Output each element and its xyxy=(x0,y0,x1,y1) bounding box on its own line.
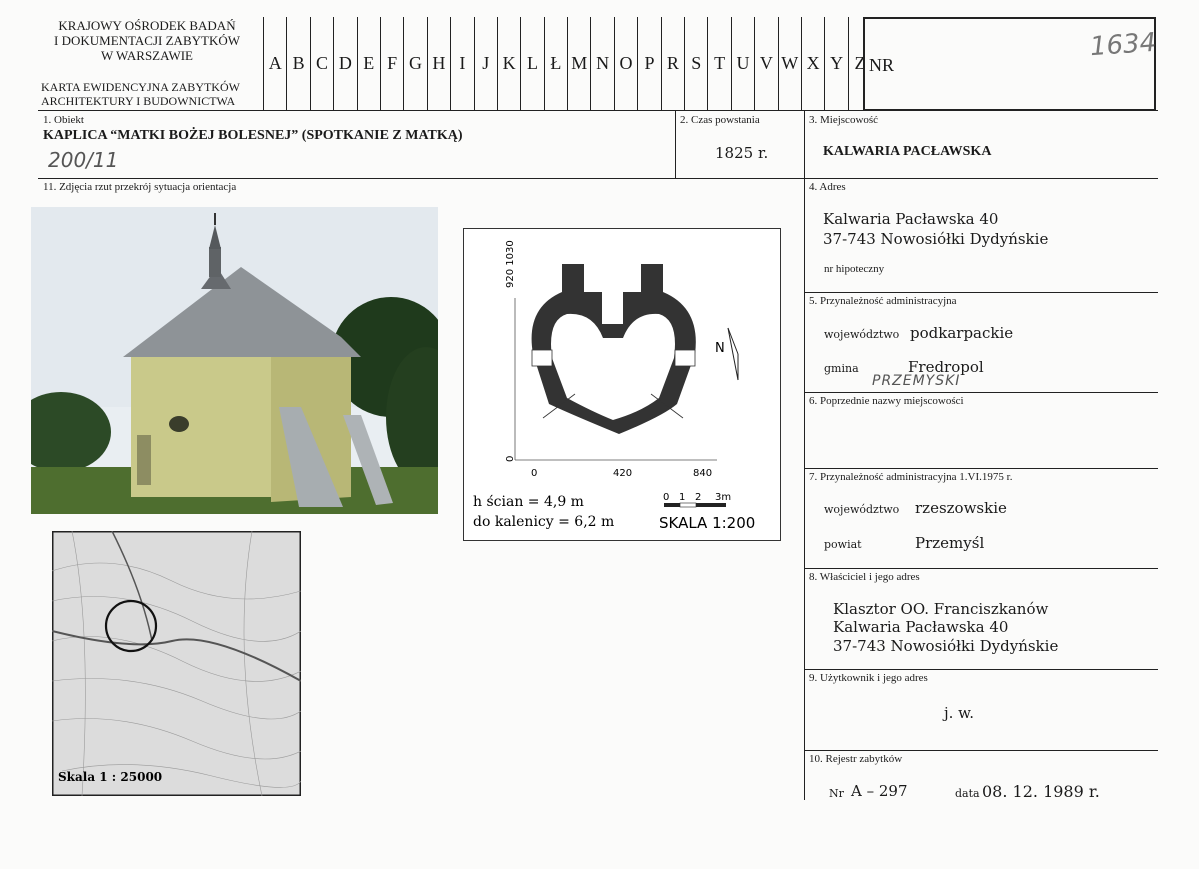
letter-index-cell: V xyxy=(754,17,777,110)
letter-index-cell: K xyxy=(497,17,520,110)
plan-north: N xyxy=(715,341,725,356)
county-value: Przemyśl xyxy=(915,534,985,552)
letter-index-cell: Ł xyxy=(544,17,567,110)
letter-index-cell: Y xyxy=(824,17,847,110)
letter-index-cell: G xyxy=(403,17,426,110)
owner-line1: Klasztor OO. Franciszkanów xyxy=(833,600,1049,618)
mortgage-label: nr hipoteczny xyxy=(824,263,885,275)
registry-date-value: 08. 12. 1989 r. xyxy=(982,782,1100,801)
letter-index-cell: R xyxy=(661,17,684,110)
address-label: 4. Adres xyxy=(809,181,846,193)
plan-ridge: do kalenicy = 6,2 m xyxy=(473,514,615,530)
address-line2: 37-743 Nowosiółki Dydyńskie xyxy=(823,230,1049,248)
letter-index-cell: W xyxy=(778,17,801,110)
registry-nr-label: Nr xyxy=(829,787,844,800)
admin-label: 5. Przynależność administracyjna xyxy=(809,295,957,307)
letter-index-cell: U xyxy=(731,17,754,110)
map-scale: Skala 1 : 25000 xyxy=(58,770,163,784)
creation-label: 2. Czas powstania xyxy=(680,114,760,126)
letter-index-cell: N xyxy=(590,17,613,110)
plan-x-tick: 0 xyxy=(531,468,538,479)
letter-index-cell: M xyxy=(567,17,590,110)
letter-index-cell: B xyxy=(286,17,309,110)
county-label: powiat xyxy=(824,538,862,551)
letter-index-cell: Z xyxy=(848,17,871,110)
letter-index-cell: A xyxy=(263,17,286,110)
plan-bar-tick: 3m xyxy=(715,492,732,503)
letter-index-cell: S xyxy=(684,17,707,110)
commune-value: Fredropol xyxy=(908,358,984,376)
letter-index-cell: E xyxy=(357,17,380,110)
owner-line3: 37-743 Nowosiółki Dydyńskie xyxy=(833,637,1059,655)
plan-x-tick: 840 xyxy=(693,468,713,479)
registry-date-label: data xyxy=(955,787,980,800)
object-handwritten: 200/11 xyxy=(48,148,119,172)
locality-value: KALWARIA PACŁAWSKA xyxy=(823,144,992,159)
plan-y-tick: 0 xyxy=(505,455,516,462)
plan-bar-tick: 0 xyxy=(663,492,670,503)
letter-index-cell: F xyxy=(380,17,403,110)
letter-index-cell: O xyxy=(614,17,637,110)
letter-index-cell: P xyxy=(637,17,660,110)
object-label: 1. Obiekt xyxy=(43,114,84,126)
letter-index-cell: T xyxy=(707,17,730,110)
object-name: KAPLICA “MATKI BOŻEJ BOLESNEJ” (SPOTKANIE Z MATKĄ) xyxy=(43,128,463,143)
letter-index-cell: C xyxy=(310,17,333,110)
letter-index xyxy=(263,17,871,110)
voivodeship-label: województwo xyxy=(824,328,900,341)
floor-plan xyxy=(463,228,781,541)
nr-label: NR xyxy=(869,55,895,75)
letter-index-cell: J xyxy=(474,17,497,110)
creation-value: 1825 r. xyxy=(715,144,769,162)
plan-scale: SKALA 1:200 xyxy=(659,514,756,532)
locality-label: 3. Miejscowość xyxy=(809,114,879,126)
photos-label: 11. Zdjęcia rzut przekrój sytuacja orientacja xyxy=(43,181,237,193)
owner-line2: Kalwaria Pacławska 40 xyxy=(833,618,1009,636)
voivodeship-1975-label: województwo xyxy=(824,503,900,516)
voivodeship-1975-value: rzeszowskie xyxy=(915,499,1007,517)
nr-handwritten: 1634 xyxy=(1089,27,1158,63)
commune-handwritten: PRZEMYSKI xyxy=(872,373,961,389)
address-line1: Kalwaria Pacławska 40 xyxy=(823,210,999,228)
plan-y-tick: 920 1030 xyxy=(505,240,516,288)
admin1975-label: 7. Przynależność administracyjna 1.VI.1975 r. xyxy=(809,471,1013,483)
plan-bar-tick: 1 xyxy=(679,492,686,503)
registry-label: 10. Rejestr zabytków xyxy=(809,753,903,765)
letter-index-cell: H xyxy=(427,17,450,110)
user-label: 9. Użytkownik i jego adres xyxy=(809,672,928,684)
letter-index-cell: I xyxy=(450,17,473,110)
letter-index-cell: D xyxy=(333,17,356,110)
commune-label: gmina xyxy=(824,362,859,375)
location-map xyxy=(52,531,301,796)
owner-label: 8. Właściciel i jego adres xyxy=(809,571,920,583)
plan-x-tick: 420 xyxy=(613,468,633,479)
letter-index-cell: X xyxy=(801,17,824,110)
institution-name: KRAJOWY OŚRODEK BADAŃ I DOKUMENTACJI ZABYTKÓW W WARSZAWIE xyxy=(54,18,240,63)
letter-index-cell: L xyxy=(520,17,543,110)
user-value: j. w. xyxy=(944,704,975,722)
previous-names-label: 6. Poprzednie nazwy miejscowości xyxy=(809,395,964,407)
chapel-photo xyxy=(31,207,438,514)
card-title: KARTA EWIDENCYJNA ZABYTKÓW ARCHITEKTURY I BUDOWNICTWA xyxy=(41,80,240,108)
plan-bar-tick: 2 xyxy=(695,492,702,503)
registry-nr-value: A – 297 xyxy=(851,782,908,800)
voivodeship-value: podkarpackie xyxy=(910,324,1014,342)
plan-h-walls: h ścian = 4,9 m xyxy=(473,494,584,510)
